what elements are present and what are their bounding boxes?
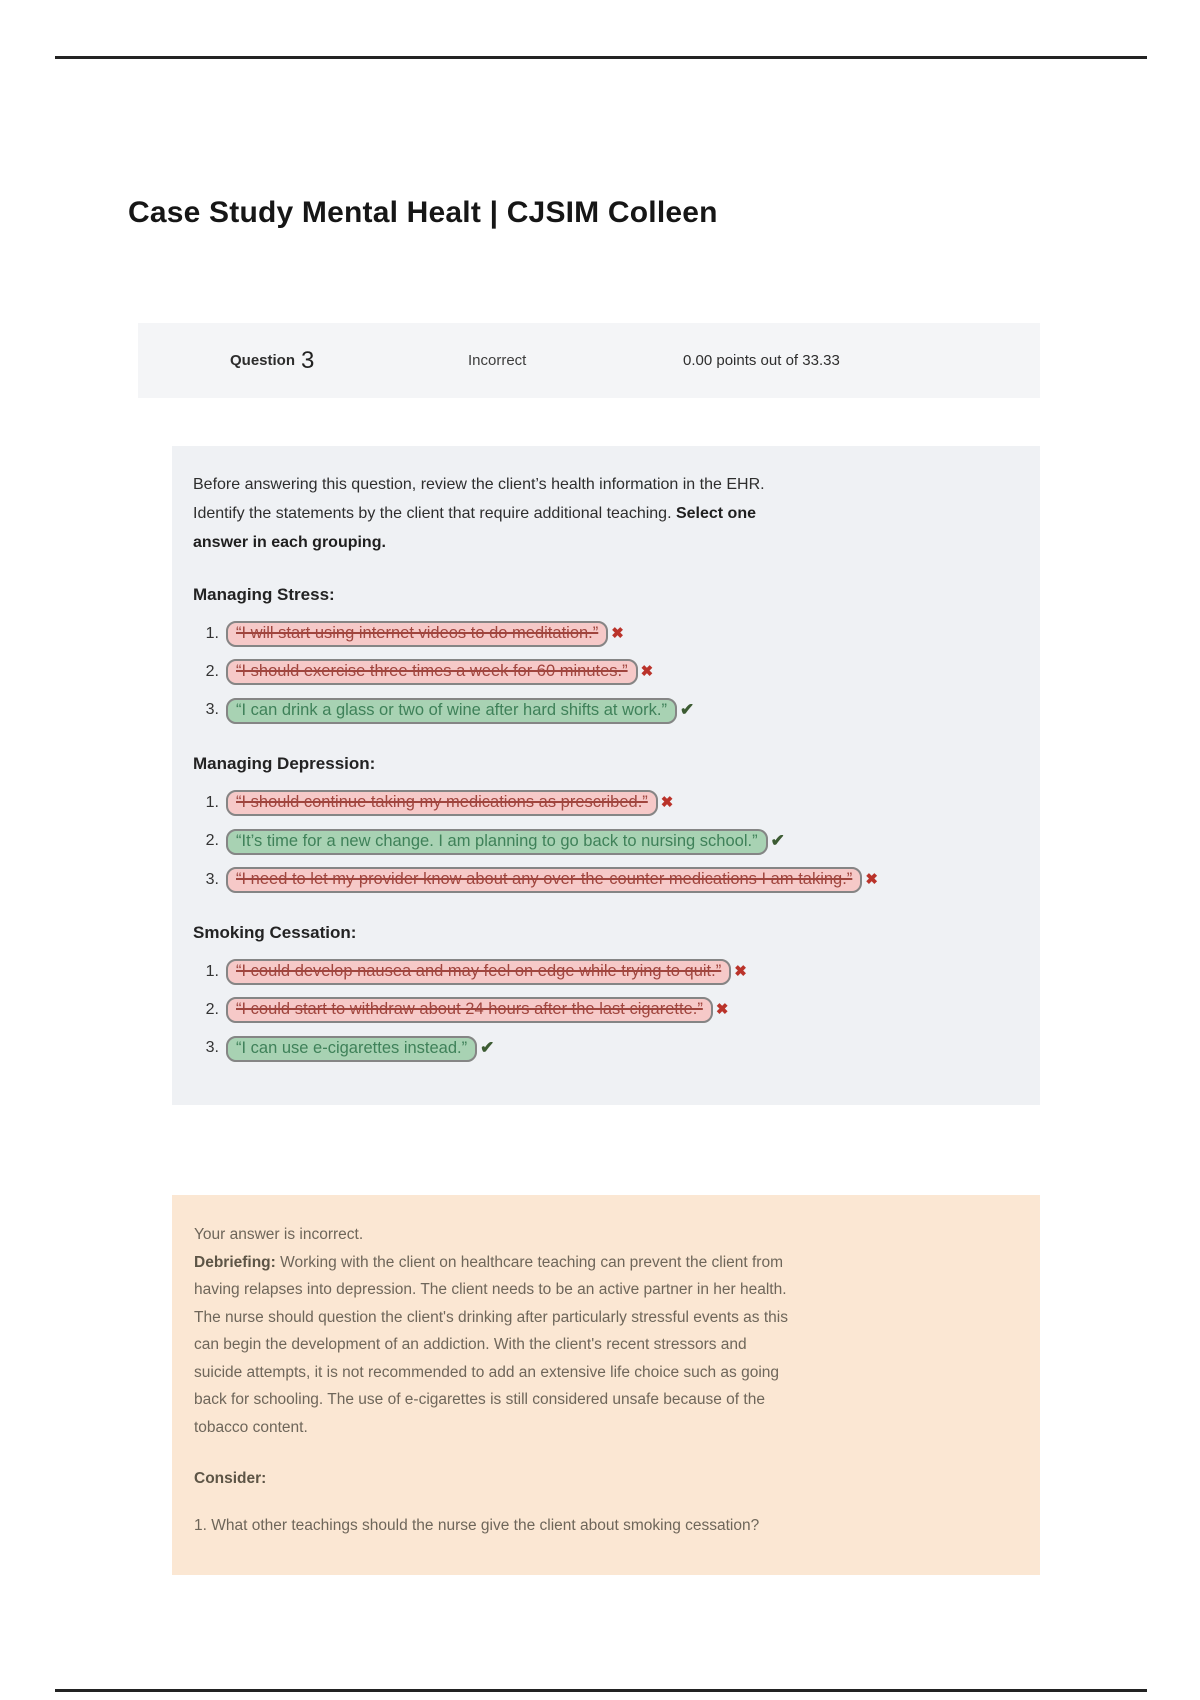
- answer-group-depression: [193, 754, 1020, 895]
- item-number: 2.: [205, 832, 219, 849]
- correct-icon: ✔: [480, 1038, 495, 1057]
- intro-line-1: Before answering this question, review the client’s health information in the EHR.: [193, 476, 765, 493]
- intro-line-2-bold: Select one: [675, 505, 756, 522]
- item-number: 1.: [205, 963, 219, 980]
- item-number: 1.: [205, 794, 219, 811]
- consider-question: 1. What other teachings should the nurse give the client about smoking cessation?: [194, 1516, 760, 1534]
- item-number: 2.: [205, 1001, 219, 1018]
- group-heading: Managing Depression:: [193, 754, 376, 773]
- incorrect-icon: ✖: [865, 871, 878, 888]
- feedback-box: [172, 1195, 1040, 1575]
- item-statement: [226, 618, 624, 649]
- answer-option: “I can drink a glass or two of wine after hard shifts at work.”: [226, 698, 677, 724]
- item-number: 3.: [205, 871, 219, 888]
- incorrect-icon: ✖: [734, 963, 747, 980]
- answer-option: “I could start to withdraw about 24 hours after the last cigarette.”: [226, 997, 713, 1023]
- answer-item: [193, 1032, 1020, 1064]
- debriefing-line: The nurse should question the client's drinking after particularly stressful events as this: [194, 1308, 788, 1326]
- answer-item: [193, 787, 1020, 818]
- answer-item: [193, 656, 1020, 687]
- debriefing-line: back for schooling. The use of e-cigarettes is still considered unsafe because of the: [194, 1391, 765, 1408]
- group-heading: Managing Stress:: [193, 585, 335, 604]
- answer-item: [193, 618, 1020, 649]
- debriefing-line: having relapses into depression. The client needs to be an active partner in her health.: [194, 1281, 787, 1298]
- incorrect-icon: ✖: [660, 794, 674, 811]
- question-label: Question: [230, 352, 296, 369]
- debriefing-paragraph: [194, 1249, 1020, 1442]
- answer-option: “I can use e-cigarettes instead.”: [226, 1036, 477, 1062]
- question-points: 0.00 points out of 33.33: [683, 352, 840, 369]
- item-number: 1.: [205, 625, 219, 642]
- intro-line-3: answer in each grouping.: [193, 534, 386, 551]
- answer-item: [193, 956, 1020, 987]
- question-body: [172, 446, 1040, 1105]
- top-divider-line: [55, 56, 1147, 59]
- item-statement: [226, 656, 653, 687]
- item-statement: [226, 787, 673, 818]
- item-statement: [226, 1032, 494, 1064]
- incorrect-icon: ✖: [640, 663, 654, 680]
- question-number: 3: [301, 346, 315, 374]
- answer-option: “I will start using internet videos to do meditation.”: [226, 621, 608, 647]
- incorrect-icon: ✖: [715, 1001, 729, 1018]
- answer-group-stress: [193, 585, 1020, 726]
- debriefing-line: can begin the development of an addiction. With the client's recent stressors and: [194, 1336, 747, 1353]
- correct-icon: ✔: [680, 700, 695, 719]
- answer-item: [193, 694, 1020, 726]
- item-statement: [226, 956, 747, 987]
- feedback-verdict: Your answer is incorrect.: [194, 1226, 364, 1243]
- bottom-divider-line: [55, 1689, 1147, 1692]
- answer-group-smoking: [193, 923, 1020, 1064]
- debriefing-line-text: Working with the client on healthcare teaching can prevent the client from: [280, 1253, 784, 1271]
- page-title: Case Study Mental Healt | CJSIM Colleen: [128, 196, 718, 229]
- answer-option: “I should continue taking my medications as prescribed.”: [226, 790, 658, 816]
- answer-option: “It’s time for a new change. I am planning to go back to nursing school.”: [226, 829, 768, 855]
- question-status: Incorrect: [468, 352, 527, 369]
- question-number-block: [230, 323, 314, 398]
- answer-option: “I could develop nausea and may feel on edge while trying to quit.”: [226, 959, 731, 985]
- answer-option: “I should exercise three times a week for 60 minutes.”: [226, 659, 638, 685]
- incorrect-icon: ✖: [611, 625, 624, 642]
- answer-item: [193, 994, 1020, 1025]
- debriefing-line: [194, 1249, 894, 1277]
- debriefing-line: tobacco content.: [194, 1418, 308, 1436]
- correct-icon: ✔: [770, 831, 785, 850]
- intro-line-2-text: Identify the statements by the client that require additional teaching.: [193, 505, 672, 522]
- item-statement: [226, 694, 694, 726]
- answer-item: [193, 864, 1020, 895]
- question-intro: [193, 470, 893, 557]
- debriefing-label: Debriefing:: [194, 1253, 276, 1271]
- item-number: 3.: [205, 701, 219, 718]
- item-number: 2.: [205, 663, 219, 680]
- question-header: [138, 323, 1040, 398]
- answer-option: “I need to let my provider know about any over-the-counter medications I am taking.”: [226, 867, 862, 893]
- debriefing-line: suicide attempts, it is not recommended to add an extensive life choice such as going: [194, 1363, 780, 1381]
- intro-line-2: [193, 499, 893, 528]
- item-number: 3.: [205, 1039, 219, 1056]
- item-statement: [226, 825, 785, 857]
- question-card: [138, 323, 1040, 1575]
- group-heading: Smoking Cessation:: [193, 923, 357, 942]
- answer-item: [193, 825, 1020, 857]
- consider-label: Consider:: [194, 1470, 267, 1487]
- item-statement: [226, 994, 728, 1025]
- item-statement: [226, 864, 878, 895]
